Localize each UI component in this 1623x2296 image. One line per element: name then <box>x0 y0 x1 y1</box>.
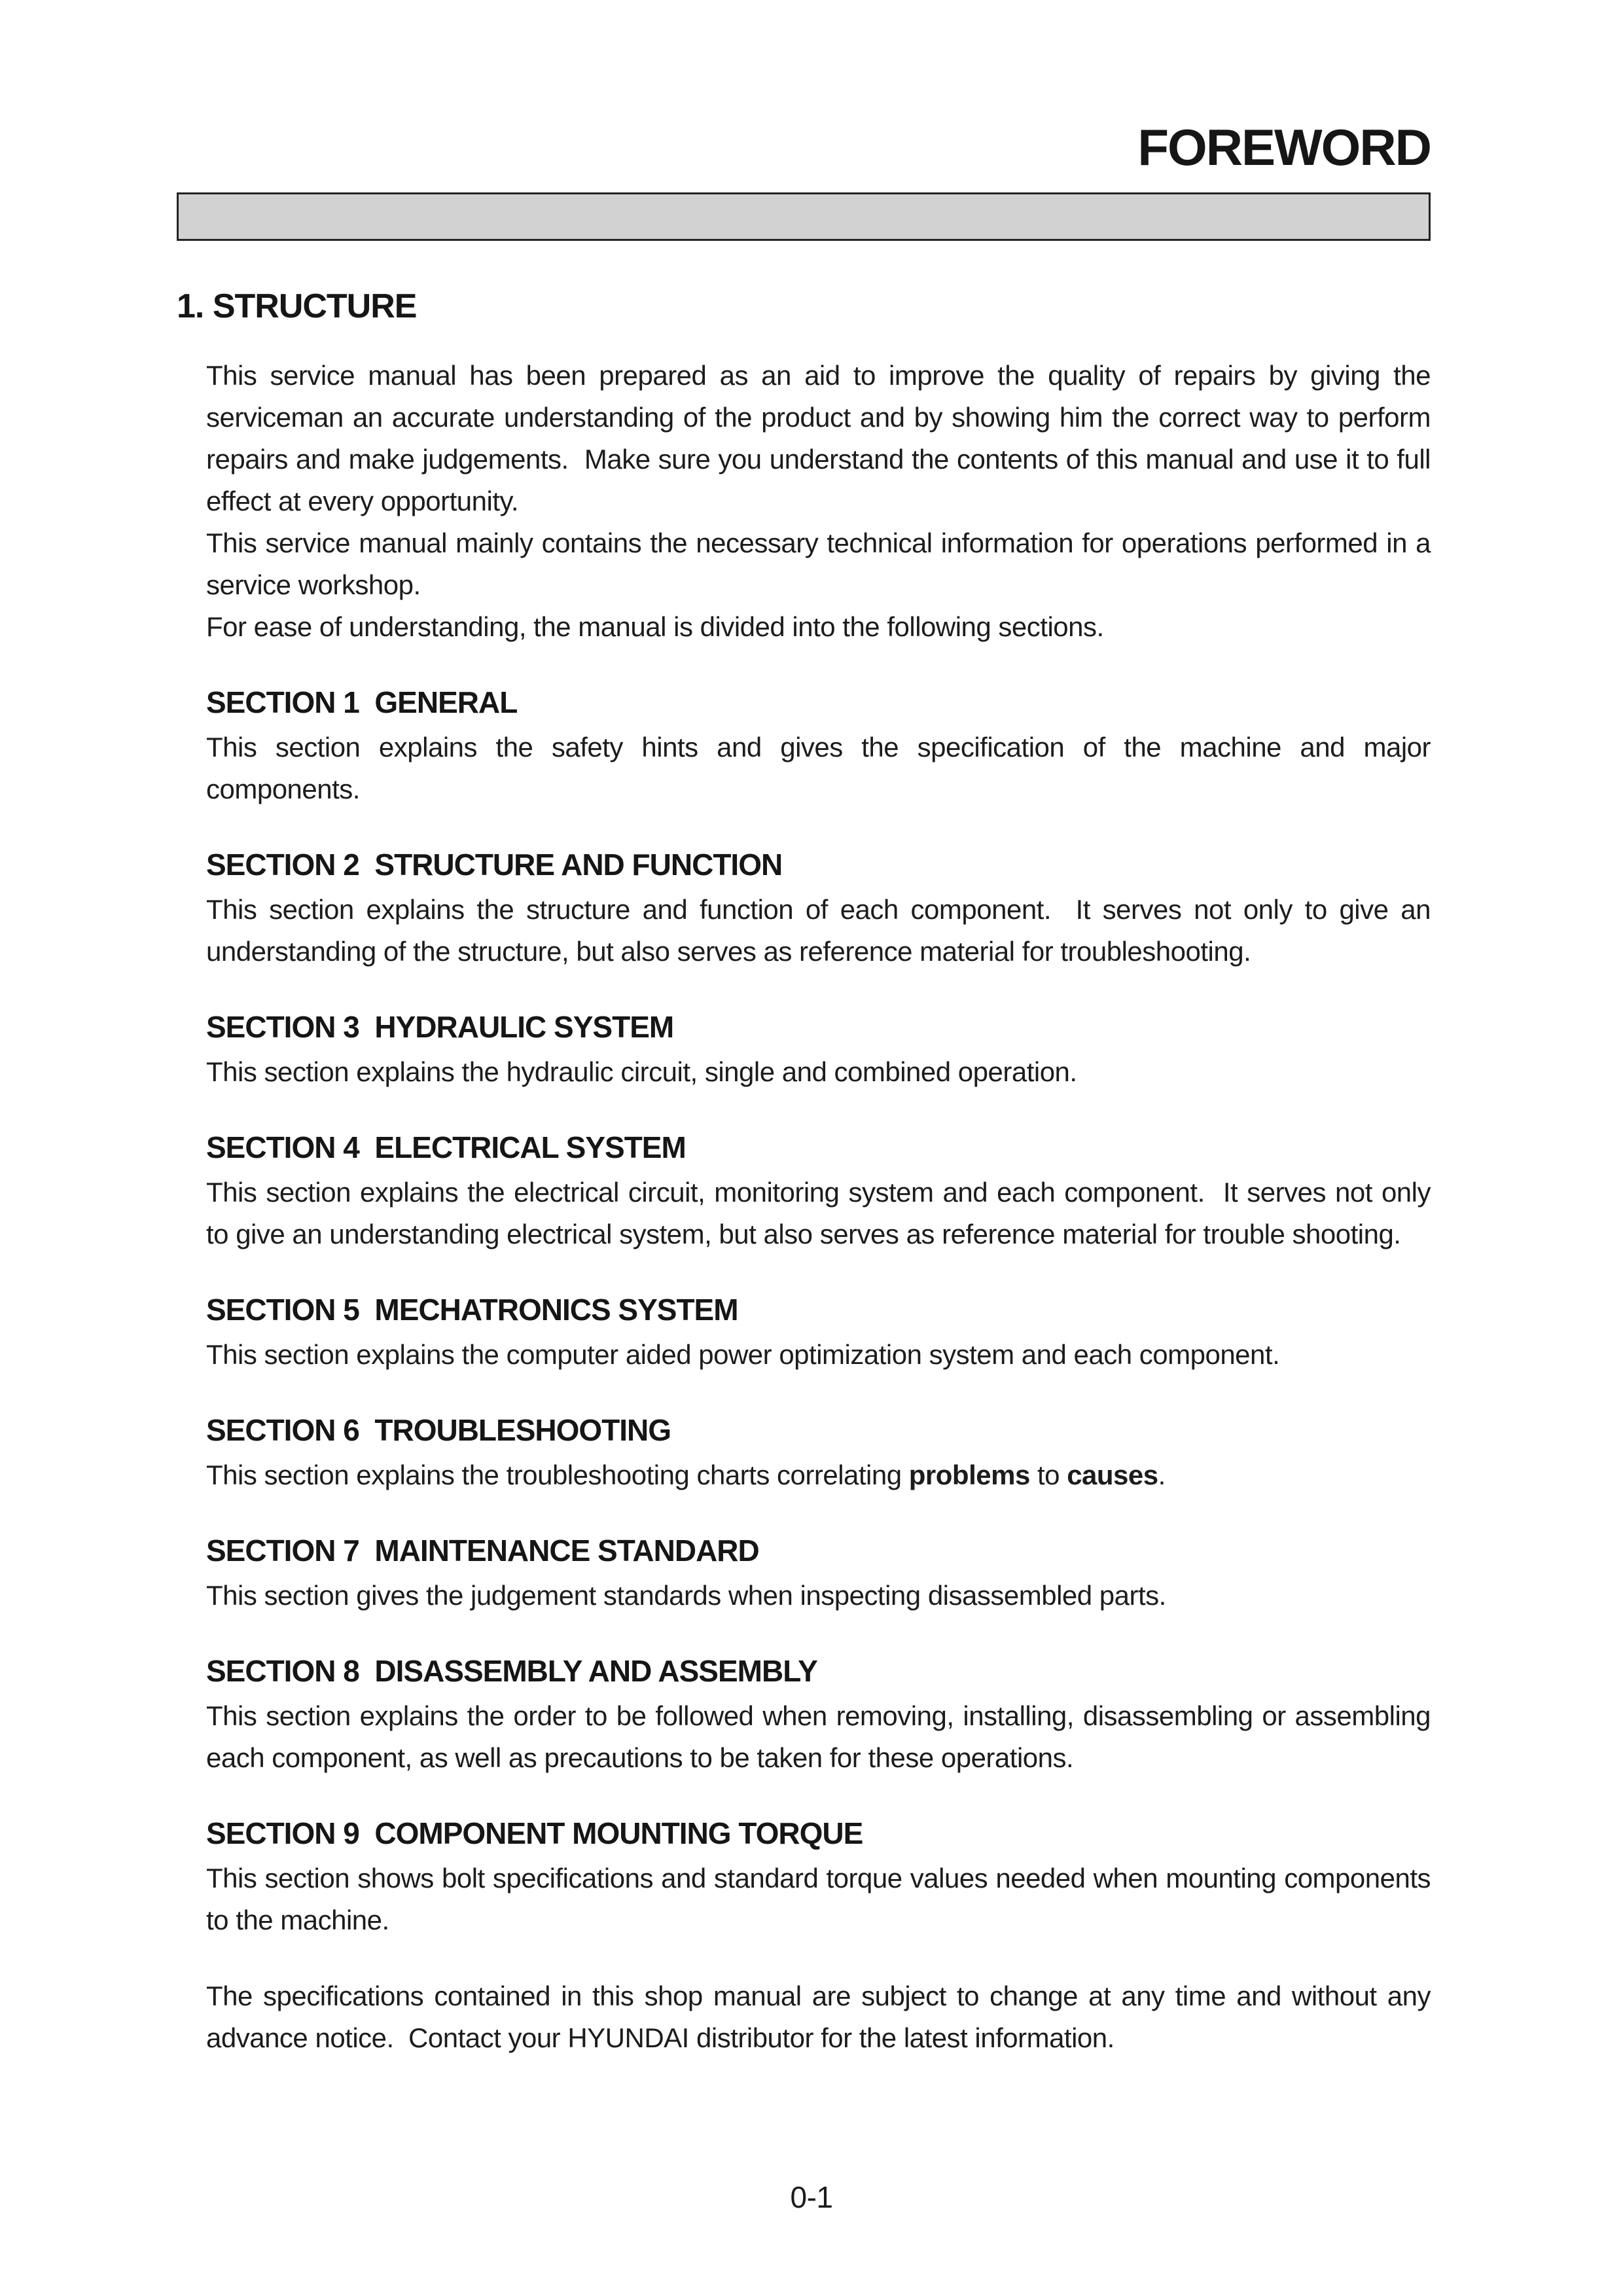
section-block <box>206 1127 1431 1255</box>
section-block <box>206 1651 1431 1779</box>
section-title: SECTION 9 COMPONENT MOUNTING TORQUE <box>206 1816 863 1850</box>
section-title: SECTION 4 ELECTRICAL SYSTEM <box>206 1130 686 1164</box>
section-title: SECTION 5 MECHATRONICS SYSTEM <box>206 1293 738 1327</box>
page-number: 0-1 <box>790 2180 833 2214</box>
closing-paragraph: The specifications contained in this shop manual are subject to change at any time and without any advance notice. Contact your HYUNDAI distributor for the latest information. <box>206 1981 1431 2053</box>
section-description: This section explains the computer aided power optimization system and each component. <box>206 1339 1280 1370</box>
section-block <box>206 844 1431 973</box>
section-description: This section explains the safety hints and gives the specification of the machine and major components. <box>206 732 1431 804</box>
section-description: This section gives the judgement standards when inspecting disassembled parts. <box>206 1580 1166 1611</box>
page-header <box>177 118 1431 176</box>
section-block <box>206 1410 1431 1496</box>
section-description: This section explains the troubleshooting charts correlating problems to causes. <box>206 1460 1166 1490</box>
section-title: SECTION 1 GENERAL <box>206 685 518 719</box>
intro-paragraph: This service manual mainly contains the necessary technical information for operations performed in a service workshop. <box>206 528 1431 600</box>
section-description: This section explains the structure and function of each component. It serves not only to give an understanding of the structure, but also serves as reference material for troubleshooting. <box>206 894 1431 967</box>
section-title: SECTION 2 STRUCTURE AND FUNCTION <box>206 848 783 882</box>
closing-block <box>206 1975 1431 2059</box>
section-title: SECTION 7 MAINTENANCE STANDARD <box>206 1534 759 1568</box>
section-description: This section shows bolt specifications and standard torque values needed when mounting components to the machine. <box>206 1863 1431 1935</box>
section-description: This section explains the hydraulic circuit, single and combined operation. <box>206 1056 1077 1087</box>
section-block <box>206 1007 1431 1093</box>
intro-paragraph: This service manual has been prepared as an aid to improve the quality of repairs by giving the serviceman an accurate understanding of the product and by showing him the correct way to perform repairs and make judgements. Make sure you understand the contents of this manual and use it to full effect at every opportunity. <box>206 360 1431 516</box>
section-title: SECTION 3 HYDRAULIC SYSTEM <box>206 1010 674 1044</box>
intro-block <box>206 355 1431 648</box>
section-block <box>206 1813 1431 1941</box>
section-block <box>206 682 1431 810</box>
section-title: SECTION 8 DISASSEMBLY AND ASSEMBLY <box>206 1654 817 1688</box>
section-description: This section explains the order to be followed when removing, installing, disassembling or assembling each component, as well as precautions to be taken for these operations. <box>206 1700 1431 1773</box>
section-block <box>206 1530 1431 1617</box>
title-underline-bar <box>177 192 1431 241</box>
page-title: FOREWORD <box>1137 118 1431 176</box>
structure-heading: 1. STRUCTURE <box>177 287 417 325</box>
section-block <box>206 1289 1431 1376</box>
intro-paragraph: For ease of understanding, the manual is divided into the following sections. <box>206 611 1104 642</box>
page-footer <box>0 2179 1623 2215</box>
page-content <box>177 285 1431 2059</box>
section-description: This section explains the electrical circuit, monitoring system and each component. It serves not only to give an understanding electrical system, but also serves as reference material for trouble shooting. <box>206 1177 1431 1249</box>
section-title: SECTION 6 TROUBLESHOOTING <box>206 1413 671 1447</box>
